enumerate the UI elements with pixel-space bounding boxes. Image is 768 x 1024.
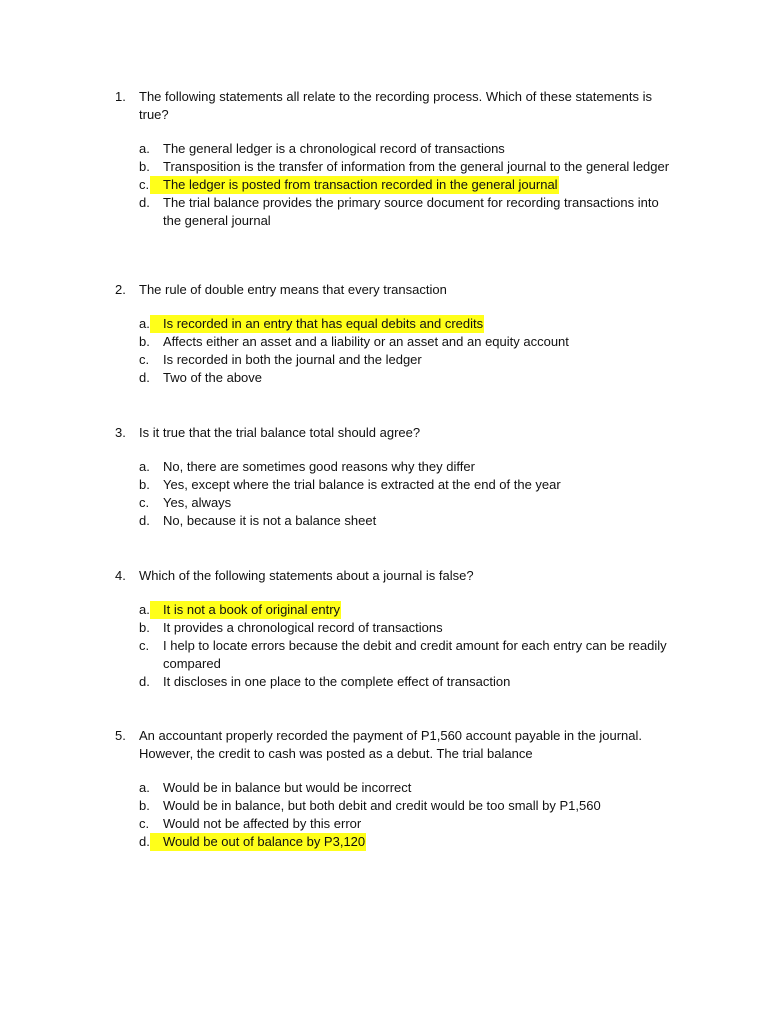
option-letter: c. — [139, 495, 150, 510]
option-b — [139, 333, 675, 351]
option-a — [139, 458, 675, 476]
option-text: The general ledger is a chronological record of transactions — [163, 141, 505, 156]
option-b — [139, 158, 675, 176]
option-letter: d. — [139, 195, 150, 210]
option-text: Would be in balance, but both debit and credit would be too small by P1,560 — [163, 798, 601, 813]
option-text: I help to locate errors because the debit and credit amount for each entry can be readily compared — [163, 638, 667, 671]
option-letter: a. — [139, 780, 150, 795]
option-text: Affects either an asset and a liability or an asset and an equity account — [163, 334, 569, 349]
option-d — [139, 512, 675, 530]
option-letter: c. — [139, 352, 150, 367]
option-d-highlighted — [139, 833, 675, 851]
option-letter: d. — [139, 834, 150, 849]
option-text: The ledger is posted from transaction recorded in the general journal — [150, 176, 559, 194]
option-letter: a. — [139, 316, 150, 331]
options-list — [115, 779, 675, 851]
option-letter: b. — [139, 477, 150, 492]
option-letter: a. — [139, 602, 150, 617]
option-letter: d. — [139, 513, 150, 528]
option-text: Transposition is the transfer of information from the general journal to the general ledger — [163, 159, 670, 174]
option-text: Is recorded in an entry that has equal debits and credits — [150, 315, 484, 333]
option-letter: d. — [139, 370, 150, 385]
options-list — [115, 458, 675, 530]
option-c — [139, 815, 675, 833]
option-letter: c. — [139, 816, 150, 831]
option-c — [139, 351, 675, 369]
question-text: The rule of double entry means that every transaction — [139, 282, 447, 297]
options-list — [115, 140, 675, 230]
question-5 — [115, 727, 675, 851]
option-letter: c. — [139, 177, 150, 192]
option-letter: a. — [139, 141, 150, 156]
option-letter: a. — [139, 459, 150, 474]
option-letter: c. — [139, 638, 150, 653]
option-text: No, there are sometimes good reasons why they differ — [163, 459, 475, 474]
option-text: Would not be affected by this error — [163, 816, 362, 831]
option-a-highlighted — [139, 315, 675, 333]
question-text: Is it true that the trial balance total should agree? — [139, 425, 421, 440]
question-text: Which of the following statements about a journal is false? — [139, 568, 474, 583]
option-text: Yes, except where the trial balance is extracted at the end of the year — [163, 477, 561, 492]
question-number: 4. — [115, 568, 126, 583]
option-letter: b. — [139, 159, 150, 174]
option-b — [139, 619, 675, 637]
question-number: 5. — [115, 728, 126, 743]
option-text: It is not a book of original entry — [150, 601, 341, 619]
question-1 — [115, 88, 675, 230]
question-number: 1. — [115, 89, 126, 104]
option-text: Two of the above — [163, 370, 263, 385]
question-3 — [115, 424, 675, 530]
question-text: The following statements all relate to the recording process. Which of these statements is true? — [139, 89, 653, 122]
option-letter: b. — [139, 798, 150, 813]
question-number: 3. — [115, 425, 126, 440]
option-b — [139, 476, 675, 494]
option-c — [139, 637, 675, 673]
option-text: It discloses in one place to the complete effect of transaction — [163, 674, 511, 689]
option-d — [139, 369, 675, 387]
option-b — [139, 797, 675, 815]
options-list — [115, 601, 675, 691]
option-c-highlighted — [139, 176, 675, 194]
option-letter: d. — [139, 674, 150, 689]
option-text: Would be in balance but would be incorrect — [163, 780, 412, 795]
option-text: Yes, always — [163, 495, 232, 510]
option-a — [139, 140, 675, 158]
option-text: The trial balance provides the primary source document for recording transactions into the general journal — [163, 195, 659, 228]
option-text: No, because it is not a balance sheet — [163, 513, 377, 528]
option-a — [139, 779, 675, 797]
question-4 — [115, 567, 675, 691]
option-letter: b. — [139, 334, 150, 349]
option-text: It provides a chronological record of transactions — [163, 620, 443, 635]
question-text: An accountant properly recorded the payment of P1,560 account payable in the journal. However, the credit to cash was posted as a debut. The trial balance — [139, 728, 642, 761]
question-number: 2. — [115, 282, 126, 297]
option-a-highlighted — [139, 601, 675, 619]
options-list — [115, 315, 675, 387]
option-text: Would be out of balance by P3,120 — [150, 833, 366, 851]
question-2 — [115, 281, 675, 387]
option-d — [139, 194, 675, 230]
option-c — [139, 494, 675, 512]
option-d — [139, 673, 675, 691]
option-text: Is recorded in both the journal and the ledger — [163, 352, 422, 367]
option-letter: b. — [139, 620, 150, 635]
